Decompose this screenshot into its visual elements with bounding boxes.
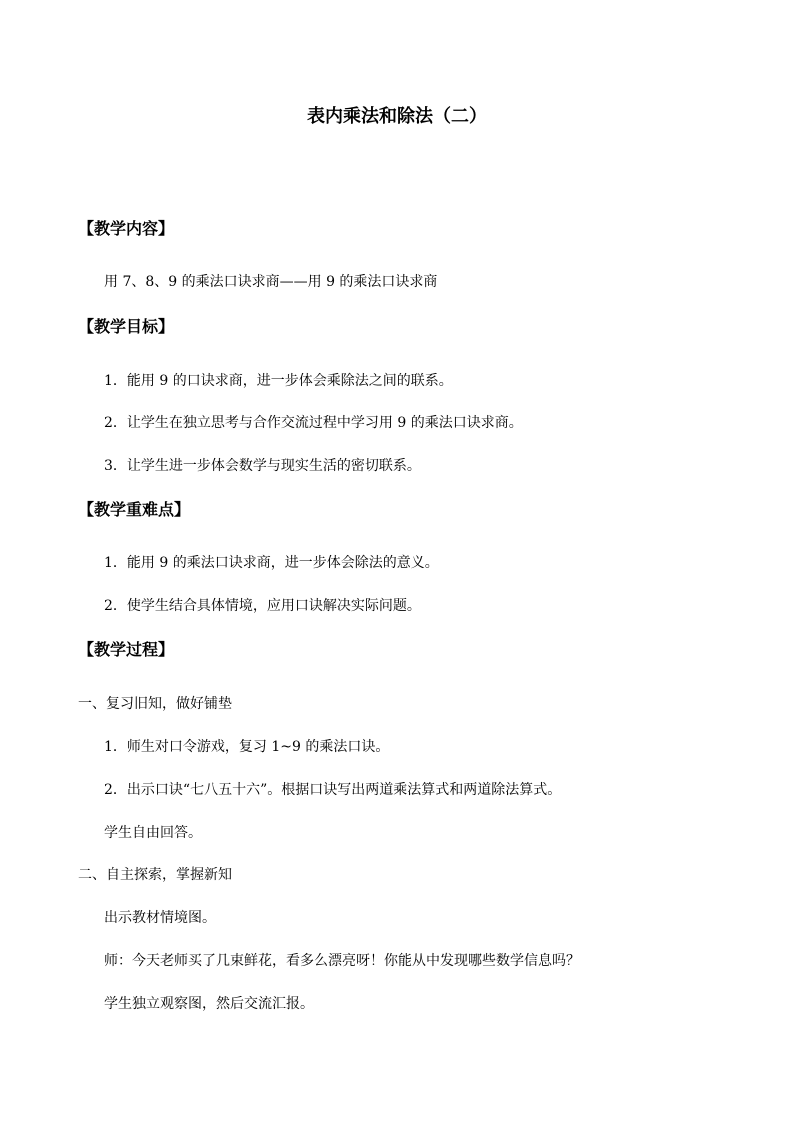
section-heading-content: 【教学内容】: [78, 219, 175, 238]
process-part1-item-2: 2．出示口诀“七八五十六”。根据口诀写出两道乘法算式和两道除法算式。: [104, 782, 562, 798]
goal-item-3: 3．让学生进一步体会数学与现实生活的密切联系。: [104, 458, 421, 474]
content-text: 用 7、8、9 的乘法口诀求商——用 9 的乘法口诀求商: [104, 274, 438, 290]
keypoint-item-1: 1．能用 9 的乘法口诀求商，进一步体会除法的意义。: [104, 555, 439, 571]
process-part1-item-3: 学生自由回答。: [104, 825, 202, 841]
section-heading-goals: 【教学目标】: [78, 317, 175, 336]
process-part1-item-1: 1．师生对口令游戏，复习 1~9 的乘法口诀。: [104, 739, 390, 755]
process-part2-item-1: 出示教材情境图。: [104, 910, 216, 926]
process-part2-item-2: 师：今天老师买了几束鲜花，看多么漂亮呀！你能从中发现哪些数学信息吗？: [104, 953, 580, 969]
keypoint-item-2: 2．使学生结合具体情境，应用口诀解决实际问题。: [104, 598, 421, 614]
section-heading-keypoints: 【教学重难点】: [78, 500, 191, 519]
process-part1-title: 一、复习旧知，做好铺垫: [78, 696, 232, 712]
process-part2-item-3: 学生独立观察图，然后交流汇报。: [104, 996, 314, 1012]
goal-item-1: 1．能用 9 的口诀求商，进一步体会乘除法之间的联系。: [104, 373, 453, 389]
document-title: 表内乘法和除法（二）: [307, 106, 487, 127]
section-heading-process: 【教学过程】: [78, 640, 175, 659]
process-part2-title: 二、自主探索，掌握新知: [78, 867, 232, 883]
goal-item-2: 2．让学生在独立思考与合作交流过程中学习用 9 的乘法口诀求商。: [104, 415, 523, 431]
